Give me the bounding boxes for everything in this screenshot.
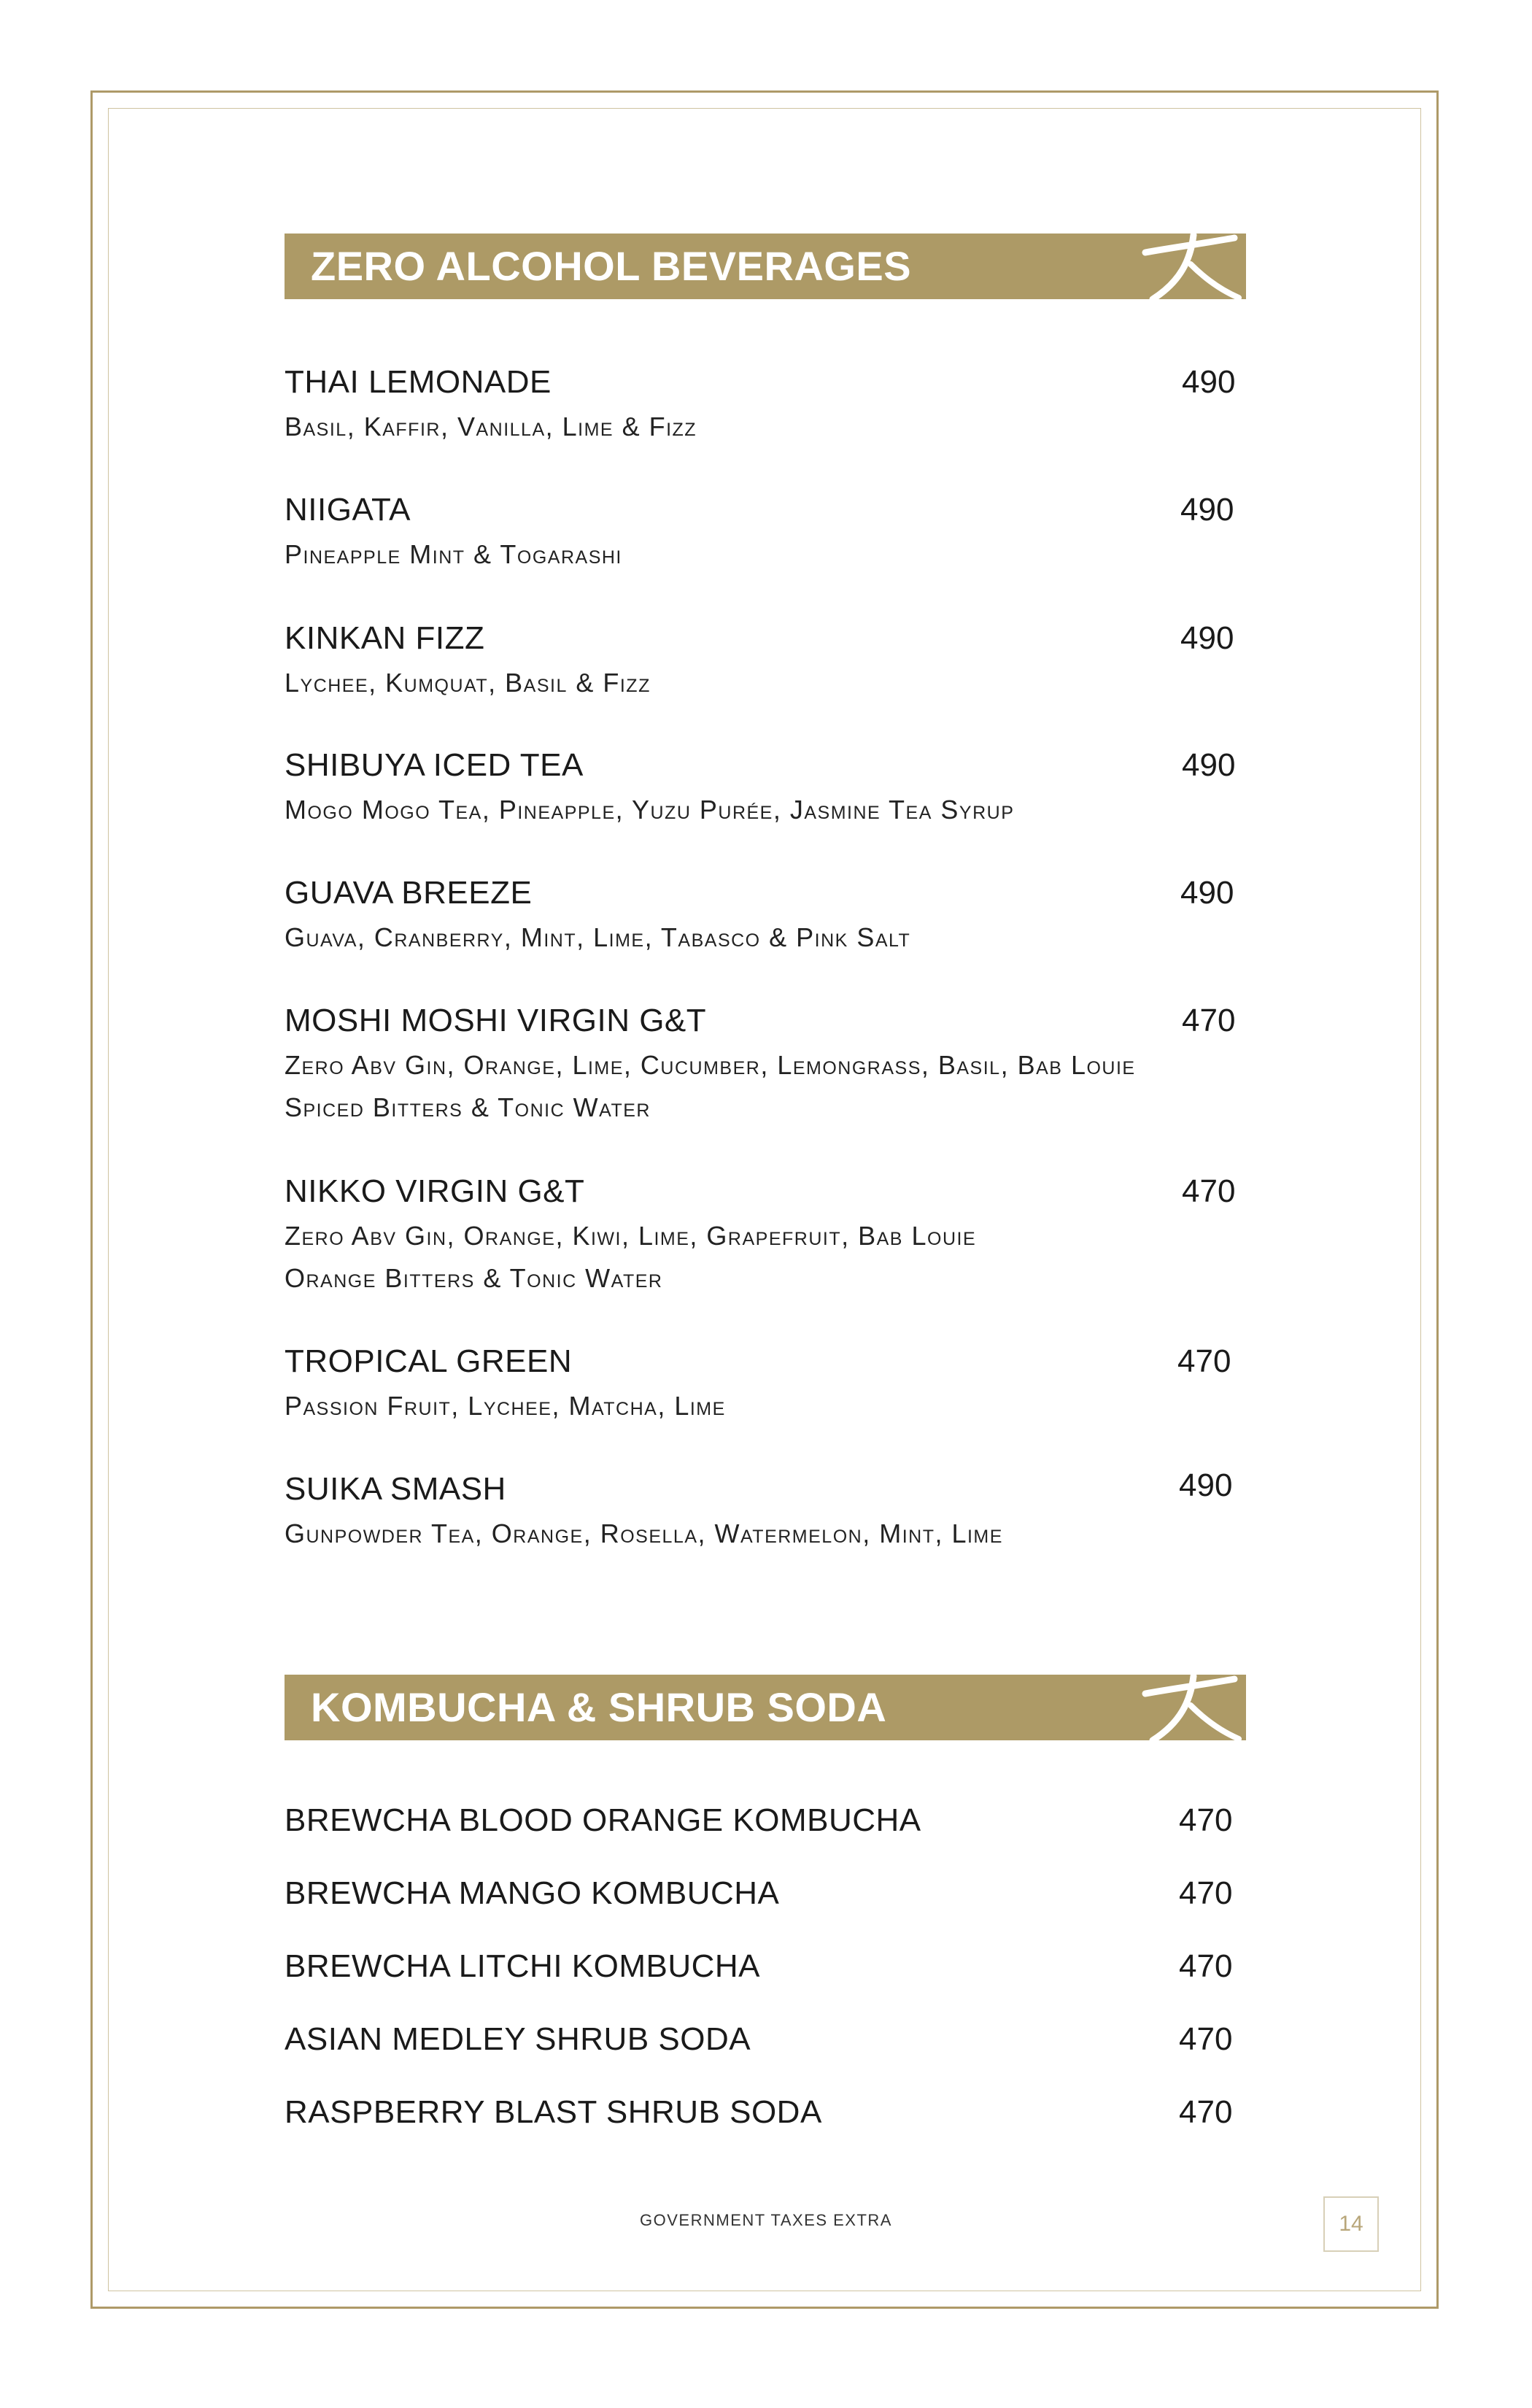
item-name: BREWCHA MANGO KOMBUCHA (285, 1875, 780, 1911)
item-price: 470 (1182, 1003, 1236, 1038)
kanji-dai-brush-icon (1132, 231, 1242, 302)
menu-item (285, 1948, 1247, 1988)
item-price: 490 (1182, 747, 1236, 783)
item-description: Zero Abv Gin, Orange, Lime, Cucumber, Lemongrass, Basil, Bab Louie Spiced Bitters & Tonic Water (285, 1050, 1136, 1122)
item-description: Guava, Cranberry, Mint, Lime, Tabasco & Pink Salt (285, 922, 911, 952)
kanji-dai-brush-icon (1132, 1672, 1242, 1743)
item-description: Pineapple Mint & Togarashi (285, 539, 622, 569)
item-description: Mogo Mogo Tea, Pineapple, Yuzu Purée, Jasmine Tea Syrup (285, 795, 1015, 825)
item-price: 490 (1182, 364, 1236, 400)
section-title: KOMBUCHA & SHRUB SODA (311, 1684, 887, 1730)
menu-item (285, 2021, 1247, 2061)
item-name: RASPBERRY BLAST SHRUB SODA (285, 2094, 822, 2130)
item-name: KINKAN FIZZ (285, 620, 485, 656)
item-name: TROPICAL GREEN (285, 1343, 573, 1379)
footer-note: GOVERNMENT TAXES EXTRA (640, 2211, 892, 2229)
item-name: SHIBUYA ICED TEA (285, 747, 584, 783)
menu-item (285, 2094, 1247, 2134)
item-price: 470 (1179, 1875, 1233, 1911)
item-price: 470 (1179, 1802, 1233, 1838)
section-title: ZERO ALCOHOL BEVERAGES (311, 243, 912, 289)
item-price: 490 (1180, 492, 1234, 528)
item-description: Lychee, Kumquat, Basil & Fizz (285, 668, 651, 698)
item-name: THAI LEMONADE (285, 364, 552, 400)
menu-item (285, 1875, 1247, 1915)
section-header-kombucha (285, 1675, 1246, 1740)
item-price: 470 (1179, 2094, 1233, 2130)
item-name: GUAVA BREEZE (285, 875, 533, 911)
item-name: NIIGATA (285, 492, 411, 528)
item-price: 470 (1177, 1343, 1231, 1379)
item-description: Basil, Kaffir, Vanilla, Lime & Fizz (285, 412, 697, 441)
item-price: 470 (1179, 1948, 1233, 1984)
page-number: 14 (1323, 2196, 1379, 2252)
item-name: BREWCHA LITCHI KOMBUCHA (285, 1948, 761, 1984)
item-name: SUIKA SMASH (285, 1471, 506, 1507)
item-price: 470 (1179, 2021, 1233, 2057)
item-price: 490 (1179, 1467, 1233, 1503)
item-description: Gunpowder Tea, Orange, Rosella, Watermelon, Mint, Lime (285, 1518, 1003, 1548)
item-description: Zero Abv Gin, Orange, Kiwi, Lime, Grapefruit, Bab Louie Orange Bitters & Tonic Water (285, 1221, 977, 1293)
item-name: ASIAN MEDLEY SHRUB SODA (285, 2021, 751, 2057)
item-name: BREWCHA BLOOD ORANGE KOMBUCHA (285, 1802, 921, 1838)
menu-item (285, 1802, 1247, 1842)
item-price: 490 (1180, 875, 1234, 911)
item-price: 490 (1180, 620, 1234, 656)
item-price: 470 (1182, 1173, 1236, 1209)
item-name: NIKKO VIRGIN G&T (285, 1173, 585, 1209)
section-header-zero-alcohol (285, 234, 1246, 299)
item-description: Passion Fruit, Lychee, Matcha, Lime (285, 1391, 726, 1421)
item-name: MOSHI MOSHI VIRGIN G&T (285, 1003, 707, 1038)
